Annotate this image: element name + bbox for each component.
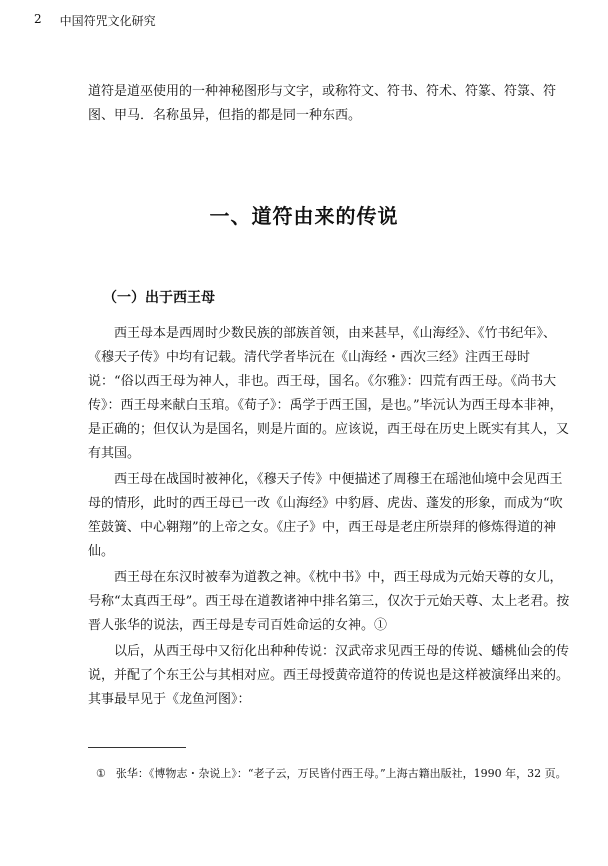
footnote (88, 765, 572, 783)
paragraph: 西王母在战国时被神化，《穆天子传》中便描述了周穆王在瑶池仙境中会见西王母的情形，此时的西王母已一改《山海经》中豹唇、虎齿、蓬发的形象，而成为“吹笙鼓簧、中心翱翔”的上帝之女。《庄子》中，西王母是老庄所崇拜的修炼得道的神仙。 (88, 472, 563, 559)
running-header (34, 12, 156, 29)
footnote-marker: ① (96, 767, 106, 780)
book-title: 中国符咒文化研究 (59, 14, 156, 28)
footnote-text: 张华：《博物志・杂说上》：“老子云，万民皆付西王母。”上海古籍出版社，1990 年，32 页。 (115, 767, 567, 780)
body-text (88, 322, 572, 714)
chapter-title: 一、道符由来的传说 (209, 204, 399, 228)
page-number: 2 (34, 12, 42, 26)
section-title: （一）出于西王母 (103, 290, 215, 306)
paragraph: 西王母本是西周时少数民族的部族首领，由来甚早，《山海经》、《竹书纪年》、《穆天子传》中均有记载。清代学者毕沅在《山海经・西次三经》注西王母时说：“俗以西王母为神人，非也。西王母，国名。《尔雅》：四荒有西王母。《尚书大传》：西王母来献白玉琯。《荀子》：禹学于西王国，是也。”毕沅认为西王母本非神，是正确的；但仅认为是国名，则是片面的。应该说，西王母在历史上既实有其人，又有其国。 (88, 326, 570, 461)
paragraph: 以后，从西王母中又衍化出种种传说：汉武帝求见西王母的传说、蟠桃仙会的传说，并配了个东王公与其相对应。西王母授黄帝道符的传说也是这样被演绎出来的。其事最早见于《龙鱼河图》： (88, 644, 570, 707)
footnote-divider (88, 747, 186, 748)
paragraph: 西王母在东汉时被奉为道教之神。《枕中书》中，西王母成为元始天尊的女儿，号称“太真西王母”。西王母在道教诸神中排名第三，仅次于元始天尊、太上老君。按晋人张华的说法，西王母是专司百姓命运的女神。① (88, 570, 570, 633)
intro-paragraph: 道符是道巫使用的一种神秘图形与文字，或称符文、符书、符术、符篆、符箓、符图、甲马．名称虽异，但指的都是同一种东西。 (88, 84, 557, 123)
